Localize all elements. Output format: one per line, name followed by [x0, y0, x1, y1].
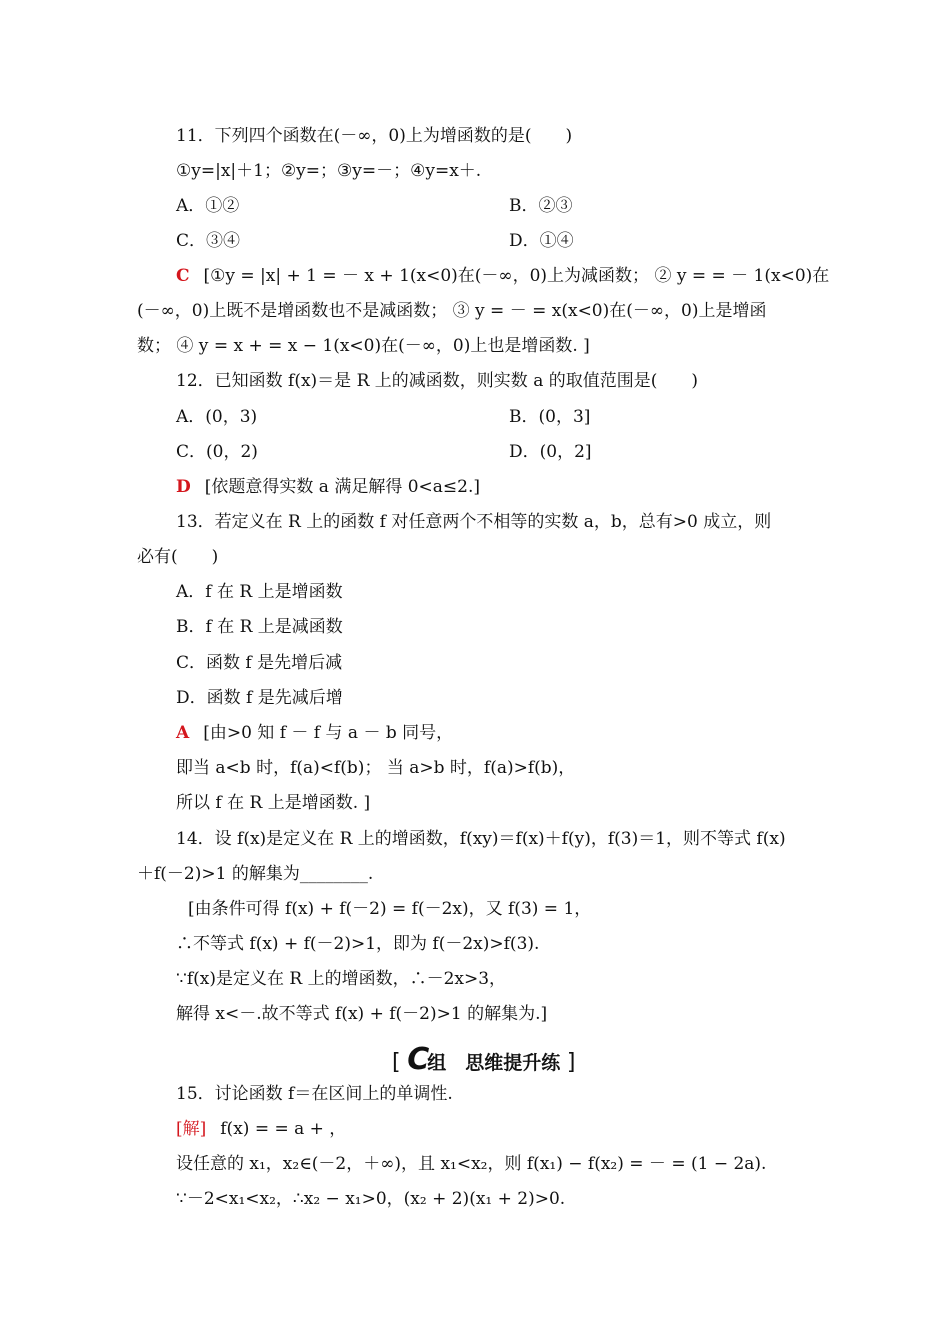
q15-solution-text: f(x) = = a + ，: [220, 1119, 347, 1139]
q12-option-b: B．(0，3]: [509, 407, 591, 427]
q13-option-d: D．函数 f 是先减后增: [176, 688, 343, 708]
q13-solution-text: 所以 f 在 R 上是增函数. ]: [176, 793, 371, 813]
q12-option-a: A．(0，3): [176, 407, 258, 427]
q12-option-c: C．(0，2): [176, 442, 258, 462]
q15-stem: 15．讨论函数 f＝在区间上的单调性.: [176, 1084, 453, 1104]
q11-option-d: D．①④: [509, 231, 574, 251]
q13-stem: 13．若定义在 R 上的函数 f 对任意两个不相等的实数 a，b，总有>0 成立，则: [176, 512, 772, 532]
q11-solution-text: 数； ④ y = x + = x − 1(x<0)在(－∞，0)上也是增函数. ]: [137, 336, 590, 356]
q11-solution-text: [①y = |x| + 1 = － x + 1(x<0)在(－∞，0)上为减函数； ② y = = － 1(x<0)在: [203, 266, 830, 286]
q13-solution-text: [由>0 知 f － f 与 a － b 同号，: [203, 723, 454, 743]
q13-answer: A: [176, 723, 190, 743]
q12-solution-text: [依题意得实数 a 满足解得 0<a≤2.]: [204, 477, 481, 497]
banner-bracket-left: [: [392, 1050, 401, 1075]
q14-solution-text: ∵f(x)是定义在 R 上的增函数，∴－2x>3，: [176, 969, 507, 989]
q11-option-a: A．①②: [176, 196, 240, 216]
q13-option-b: B．f 在 R 上是减函数: [176, 617, 343, 637]
banner-title: 组 思维提升练: [427, 1052, 561, 1074]
q13-solution-text: 即当 a<b 时，f(a)<f(b)； 当 a>b 时，f(a)>f(b)，: [176, 758, 576, 778]
q15-solution-label: [解]: [176, 1119, 207, 1139]
q11-option-b: B．②③: [509, 196, 573, 216]
q15-solution-line: [176, 1118, 346, 1140]
q11-solution-line: [176, 265, 829, 287]
q11-items: ①y=|x|＋1；②y=；③y=－；④y=x＋.: [176, 161, 482, 181]
q12-option-d: D．(0，2]: [509, 442, 592, 462]
q14-solution-text: ∴不等式 f(x) + f(－2)>1，即为 f(－2x)>f(3).: [176, 934, 540, 954]
banner-bracket-right: ]: [566, 1050, 576, 1075]
q12-answer: D: [176, 477, 191, 497]
q11-option-c: C．③④: [176, 231, 241, 251]
q13-option-a: A．f 在 R 上是增函数: [176, 582, 343, 602]
q13-solution-line: [176, 722, 453, 744]
q11-solution-text: (－∞，0)上既不是增函数也不是减函数； ③ y = － = x(x<0)在(－∞，0)上是增函: [137, 301, 767, 321]
q14-stem: 14．设 f(x)是定义在 R 上的增函数，f(xy)＝f(x)＋f(y)，f(3)＝1，则不等式 f(x): [176, 829, 786, 849]
q13-stem-cont: 必有( ): [137, 547, 219, 567]
q14-stem-cont: ＋f(－2)>1 的解集为________.: [137, 864, 374, 884]
q13-option-c: C．函数 f 是先增后减: [176, 653, 343, 673]
q12-stem: 12．已知函数 f(x)＝是 R 上的减函数，则实数 a 的取值范围是( ): [176, 371, 698, 391]
q11-stem: 11．下列四个函数在(－∞，0)上为增函数的是( ): [176, 126, 573, 146]
q14-solution-text: [由条件可得 f(x) + f(－2) = f(－2x)，又 f(3) = 1，: [188, 899, 592, 919]
banner-group-letter: C: [407, 1042, 428, 1077]
section-banner: [392, 1042, 592, 1077]
q15-solution-text: ∵－2<x₁<x₂，∴x₂ − x₁>0，(x₂ + 2)(x₁ + 2)>0.: [176, 1189, 566, 1209]
q15-solution-text: 设任意的 x₁，x₂∈(－2，＋∞)，且 x₁<x₂，则 f(x₁) − f(x₂) = － = (1 − 2a).: [176, 1154, 767, 1174]
q12-solution-line: [176, 476, 480, 498]
q11-answer: C: [176, 266, 190, 286]
q14-solution-text: 解得 x<－.故不等式 f(x) + f(－2)>1 的解集为.]: [176, 1004, 548, 1024]
